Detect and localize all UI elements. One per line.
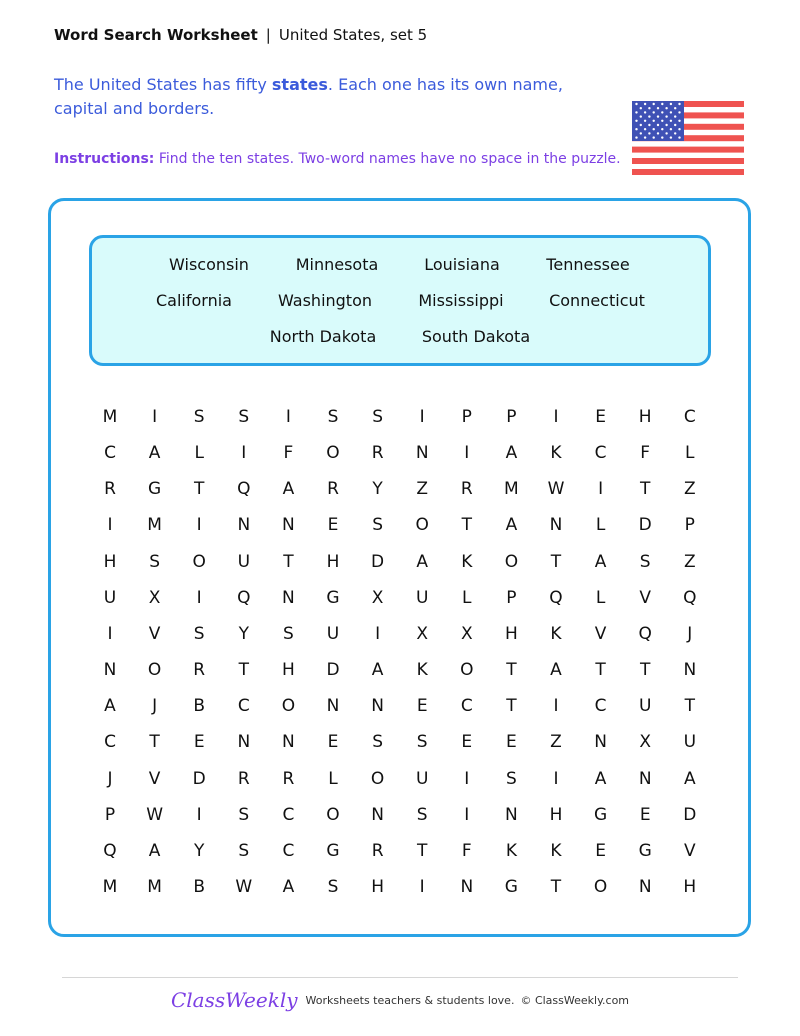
grid-letter[interactable]: L: [328, 768, 338, 789]
grid-letter[interactable]: P: [506, 587, 517, 608]
grid-letter[interactable]: N: [282, 515, 295, 536]
word-bank-item: Connecticut: [549, 291, 645, 310]
grid-letter[interactable]: U: [237, 551, 251, 572]
grid-letter[interactable]: R: [237, 768, 250, 789]
grid-letter[interactable]: I: [241, 443, 247, 464]
grid-letter[interactable]: K: [505, 840, 517, 861]
grid-letter[interactable]: I: [152, 407, 158, 427]
grid-letter[interactable]: Y: [193, 840, 205, 861]
flag-star: [670, 103, 672, 105]
flag-star: [644, 111, 646, 113]
grid-letter[interactable]: Z: [416, 479, 429, 500]
word-bank-item: Wisconsin: [169, 255, 249, 274]
grid-letter[interactable]: R: [104, 479, 116, 500]
flag-star: [648, 107, 650, 109]
grid-letter[interactable]: H: [683, 876, 697, 897]
footer-divider: [62, 977, 738, 978]
grid-letter[interactable]: C: [594, 696, 607, 717]
grid-letter[interactable]: N: [638, 768, 652, 789]
grid-letter[interactable]: A: [104, 696, 116, 717]
grid-letter[interactable]: Y: [238, 623, 249, 644]
grid-letter[interactable]: H: [638, 407, 652, 427]
word-bank-item: Tennessee: [546, 255, 630, 274]
grid-letter[interactable]: Z: [550, 732, 562, 753]
flag-star: [640, 107, 642, 109]
grid-letter[interactable]: I: [285, 407, 291, 427]
grid-letter[interactable]: Y: [372, 479, 383, 500]
flag-star: [665, 124, 667, 126]
grid-letter[interactable]: A: [416, 551, 428, 572]
grid-letter[interactable]: S: [238, 804, 250, 825]
grid-letter[interactable]: E: [506, 732, 517, 753]
instructions: [54, 151, 621, 167]
word-bank-item: South Dakota: [421, 327, 531, 346]
grid-letter[interactable]: W: [547, 479, 565, 500]
flag-star: [644, 136, 646, 138]
intro-before: The United States has fifty: [54, 75, 272, 94]
grid-letter[interactable]: V: [683, 840, 696, 861]
grid-letter[interactable]: K: [461, 551, 473, 572]
grid-letter[interactable]: Z: [683, 479, 696, 500]
grid-letter[interactable]: W: [235, 876, 253, 897]
grid-letter[interactable]: N: [282, 587, 295, 608]
grid-letter[interactable]: A: [505, 515, 518, 536]
grid-letter[interactable]: I: [419, 407, 425, 427]
grid-letter[interactable]: U: [326, 623, 340, 644]
grid-letter[interactable]: S: [193, 623, 205, 644]
grid-letter[interactable]: G: [326, 840, 340, 861]
grid-letter[interactable]: O: [415, 515, 429, 536]
grid-letter[interactable]: I: [553, 696, 559, 717]
grid-letter[interactable]: A: [148, 840, 161, 861]
grid-letter[interactable]: T: [550, 876, 562, 897]
grid-letter[interactable]: C: [282, 804, 295, 825]
grid-letter[interactable]: C: [594, 443, 607, 464]
flag-star: [635, 128, 637, 130]
grid-letter[interactable]: A: [282, 479, 295, 500]
us-flag-icon: [632, 101, 744, 175]
grid-letter[interactable]: W: [146, 804, 163, 825]
grid-letter[interactable]: L: [595, 587, 606, 608]
word-bank-item: North Dakota: [269, 327, 377, 346]
grid-letter[interactable]: J: [107, 768, 113, 789]
flag-star: [653, 120, 655, 122]
flag-star: [635, 111, 637, 113]
grid-letter[interactable]: L: [194, 443, 204, 464]
grid-letter[interactable]: L: [685, 443, 695, 464]
grid-letter[interactable]: G: [594, 804, 608, 825]
grid-letter[interactable]: I: [196, 515, 202, 536]
grid-letter[interactable]: O: [281, 696, 296, 717]
flag-star: [635, 136, 637, 138]
flag-star: [665, 132, 667, 134]
grid-letter[interactable]: F: [283, 443, 294, 464]
grid-letter[interactable]: S: [238, 840, 250, 861]
flag-star: [648, 132, 650, 134]
grid-letter[interactable]: U: [638, 696, 652, 717]
grid-letter[interactable]: I: [598, 479, 604, 500]
grid-letter[interactable]: I: [464, 804, 470, 825]
grid-letter[interactable]: C: [104, 732, 116, 753]
flag-star: [661, 128, 663, 130]
grid-letter[interactable]: O: [326, 443, 340, 464]
grid-letter[interactable]: I: [464, 443, 470, 464]
grid-letter[interactable]: I: [375, 623, 381, 644]
grid-letter[interactable]: O: [370, 768, 385, 789]
grid-letter[interactable]: T: [639, 660, 651, 681]
grid-letter[interactable]: P: [684, 515, 695, 536]
grid-letter[interactable]: X: [460, 623, 473, 644]
flag-star: [670, 111, 672, 113]
grid-letter[interactable]: Q: [549, 587, 563, 608]
grid-letter[interactable]: A: [148, 443, 161, 464]
flag-star: [653, 103, 655, 105]
flag-star: [635, 120, 637, 122]
grid-letter[interactable]: S: [372, 407, 383, 427]
flag-star: [674, 132, 676, 134]
intro-bold: states: [271, 75, 328, 94]
grid-letter[interactable]: J: [152, 696, 158, 717]
flag-star: [674, 107, 676, 109]
flag-star: [661, 120, 663, 122]
grid-letter[interactable]: U: [415, 768, 429, 789]
grid-letter[interactable]: S: [327, 407, 339, 427]
grid-letter[interactable]: T: [506, 696, 517, 717]
grid-letter[interactable]: M: [102, 407, 118, 427]
grid-letter[interactable]: J: [687, 623, 693, 644]
grid-letter[interactable]: N: [326, 696, 340, 717]
worksheet-title: Word Search Worksheet: [54, 26, 258, 44]
grid-letter[interactable]: D: [638, 515, 652, 536]
word-bank-item: Louisiana: [424, 255, 500, 274]
grid-letter[interactable]: P: [104, 804, 116, 825]
flag-star: [661, 111, 663, 113]
flag-star: [678, 103, 680, 105]
grid-letter[interactable]: T: [506, 660, 517, 681]
flag-star: [653, 136, 655, 138]
footer: [0, 988, 800, 1012]
grid-letter[interactable]: N: [505, 804, 518, 825]
grid-letter[interactable]: A: [371, 660, 384, 681]
grid-letter[interactable]: N: [371, 804, 384, 825]
grid-letter[interactable]: T: [193, 479, 205, 500]
grid-letter[interactable]: N: [282, 732, 295, 753]
grid-letter[interactable]: C: [683, 407, 696, 427]
instructions-label: Instructions:: [54, 151, 155, 167]
grid-letter[interactable]: G: [148, 479, 162, 500]
grid-letter[interactable]: A: [282, 876, 295, 897]
grid-letter[interactable]: V: [594, 623, 607, 644]
grid-letter[interactable]: E: [595, 407, 606, 427]
grid-letter[interactable]: T: [639, 479, 651, 500]
flag-star: [657, 107, 659, 109]
grid-letter[interactable]: S: [238, 407, 250, 427]
flag-star: [648, 115, 650, 117]
flag-star: [665, 115, 667, 117]
grid-letter[interactable]: K: [416, 660, 428, 681]
grid-letter[interactable]: S: [372, 732, 383, 753]
grid-letter[interactable]: N: [371, 696, 384, 717]
grid-letter[interactable]: U: [415, 587, 429, 608]
grid-letter[interactable]: G: [638, 840, 652, 861]
footer-copyright: © ClassWeekly.com: [520, 993, 630, 1007]
grid-letter[interactable]: E: [461, 732, 473, 753]
grid-letter[interactable]: R: [282, 768, 295, 789]
flag-star: [670, 128, 672, 130]
grid-letter[interactable]: U: [683, 732, 697, 753]
grid-letter[interactable]: V: [148, 768, 161, 789]
grid-letter[interactable]: A: [505, 443, 518, 464]
word-bank-item: Washington: [277, 291, 373, 310]
grid-letter[interactable]: A: [683, 768, 696, 789]
grid-letter[interactable]: M: [147, 515, 162, 536]
flag-star: [644, 120, 646, 122]
grid-letter[interactable]: R: [371, 443, 384, 464]
grid-letter[interactable]: E: [416, 696, 428, 717]
grid-letter[interactable]: E: [595, 840, 606, 861]
grid-letter[interactable]: A: [550, 660, 562, 681]
grid-letter[interactable]: O: [504, 551, 519, 572]
grid-letter[interactable]: D: [371, 551, 385, 572]
grid-letter[interactable]: L: [462, 587, 472, 608]
grid-letter[interactable]: U: [103, 587, 117, 608]
worksheet-subtitle: United States, set 5: [278, 26, 428, 44]
grid-letter[interactable]: T: [595, 660, 606, 681]
grid-letter[interactable]: K: [550, 443, 562, 464]
grid-letter[interactable]: S: [193, 407, 205, 427]
grid-letter[interactable]: G: [326, 587, 340, 608]
grid-letter[interactable]: H: [371, 876, 384, 897]
grid-letter[interactable]: T: [550, 551, 562, 572]
grid-letter[interactable]: G: [504, 876, 518, 897]
grid-letter[interactable]: O: [192, 551, 206, 572]
grid-letter[interactable]: Q: [638, 623, 652, 644]
grid-letter[interactable]: S: [639, 551, 651, 572]
grid-letter[interactable]: O: [593, 876, 608, 897]
grid-letter[interactable]: I: [553, 407, 559, 427]
grid-letter[interactable]: V: [148, 623, 161, 644]
grid-letter[interactable]: L: [595, 515, 606, 536]
grid-letter[interactable]: A: [594, 768, 607, 789]
grid-letter[interactable]: B: [193, 696, 206, 717]
flag-star: [640, 124, 642, 126]
grid-letter[interactable]: I: [196, 804, 202, 825]
grid-letter[interactable]: X: [371, 587, 384, 608]
grid-letter[interactable]: N: [594, 732, 607, 753]
grid-letter[interactable]: Z: [683, 551, 696, 572]
word-bank-item: California: [156, 291, 232, 310]
grid-letter[interactable]: B: [193, 876, 206, 897]
word-bank-item: Minnesota: [295, 255, 379, 274]
grid-letter[interactable]: K: [550, 840, 562, 861]
grid-letter[interactable]: I: [107, 623, 113, 644]
grid-letter[interactable]: O: [147, 660, 162, 681]
classweekly-logo: ClassWeekly: [170, 988, 298, 1012]
grid-letter[interactable]: S: [416, 732, 428, 753]
grid-letter[interactable]: N: [549, 515, 563, 536]
grid-letter[interactable]: I: [107, 515, 113, 536]
flag-star: [665, 107, 667, 109]
word-bank-item: Mississippi: [418, 291, 504, 310]
instructions-text: Find the ten states. Two-word names have no space in the puzzle.: [154, 151, 621, 167]
grid-letter[interactable]: S: [149, 551, 160, 572]
grid-letter[interactable]: V: [639, 587, 651, 608]
grid-letter[interactable]: S: [416, 804, 428, 825]
grid-letter[interactable]: S: [327, 876, 339, 897]
flag-star: [653, 111, 655, 113]
grid-letter[interactable]: D: [683, 804, 697, 825]
flag-star: [670, 120, 672, 122]
flag-star: [640, 115, 642, 117]
flag-star: [657, 115, 659, 117]
grid-letter[interactable]: F: [640, 443, 651, 464]
flag-star: [674, 115, 676, 117]
grid-letter[interactable]: C: [460, 696, 473, 717]
grid-letter[interactable]: D: [192, 768, 206, 789]
flag-star: [678, 120, 680, 122]
flag-star: [644, 128, 646, 130]
grid-letter[interactable]: R: [193, 660, 206, 681]
grid-letter[interactable]: T: [149, 732, 160, 753]
grid-letter[interactable]: H: [103, 551, 117, 572]
intro-text: [54, 73, 614, 121]
flag-star: [661, 103, 663, 105]
grid-letter[interactable]: P: [506, 407, 517, 427]
grid-letter[interactable]: N: [460, 876, 474, 897]
grid-letter[interactable]: K: [550, 623, 562, 644]
grid-letter[interactable]: T: [283, 551, 294, 572]
grid-letter[interactable]: D: [326, 660, 340, 681]
flag-star: [678, 128, 680, 130]
grid-letter[interactable]: C: [237, 696, 250, 717]
grid-letter[interactable]: Q: [103, 840, 117, 861]
grid-letter[interactable]: I: [553, 768, 559, 789]
flag-star: [657, 132, 659, 134]
footer-tagline: Worksheets teachers & students love.: [305, 993, 515, 1007]
grid-letter[interactable]: O: [460, 660, 474, 681]
flag-star: [640, 132, 642, 134]
flag-star: [657, 124, 659, 126]
grid-letter[interactable]: S: [372, 515, 383, 536]
flag-star: [678, 111, 680, 113]
grid-letter[interactable]: T: [416, 840, 428, 861]
grid-letter[interactable]: N: [237, 515, 251, 536]
grid-letter[interactable]: M: [147, 876, 162, 897]
flag-star: [670, 136, 672, 138]
grid-letter[interactable]: S: [505, 768, 517, 789]
grid-letter[interactable]: P: [461, 407, 472, 427]
grid-letter[interactable]: N: [103, 660, 117, 681]
grid-letter[interactable]: X: [416, 623, 429, 644]
grid-letter[interactable]: N: [683, 660, 697, 681]
grid-letter[interactable]: Q: [683, 587, 697, 608]
flag-star: [653, 128, 655, 130]
flag-star: [648, 124, 650, 126]
grid-letter[interactable]: Q: [237, 479, 251, 500]
grid-letter[interactable]: H: [504, 623, 518, 644]
flag-star: [674, 124, 676, 126]
grid-letter[interactable]: E: [327, 515, 339, 536]
grid-letter[interactable]: T: [684, 696, 695, 717]
grid-letter[interactable]: M: [102, 876, 118, 897]
grid-letter[interactable]: E: [327, 732, 339, 753]
intro-after: . Each one has its own name, capital and borders.: [54, 75, 563, 118]
grid-letter[interactable]: O: [326, 804, 340, 825]
grid-letter[interactable]: I: [464, 768, 470, 789]
grid-letter[interactable]: H: [281, 660, 295, 681]
worksheet-header: [54, 26, 427, 44]
grid-letter[interactable]: N: [237, 732, 251, 753]
grid-letter[interactable]: N: [415, 443, 429, 464]
grid-letter[interactable]: M: [504, 479, 519, 500]
grid-letter[interactable]: Q: [237, 587, 251, 608]
flag-star: [644, 103, 646, 105]
grid-letter[interactable]: E: [193, 732, 205, 753]
grid-letter[interactable]: X: [148, 587, 161, 608]
grid-letter[interactable]: T: [461, 515, 472, 536]
grid-letter[interactable]: F: [461, 840, 472, 861]
grid-letter[interactable]: A: [594, 551, 607, 572]
grid-letter[interactable]: X: [639, 732, 652, 753]
grid-letter[interactable]: N: [638, 876, 652, 897]
grid-letter[interactable]: C: [282, 840, 295, 861]
grid-letter[interactable]: R: [460, 479, 473, 500]
grid-letter[interactable]: R: [371, 840, 384, 861]
grid-letter[interactable]: C: [104, 443, 116, 464]
grid-letter[interactable]: H: [326, 551, 340, 572]
flag-star: [678, 136, 680, 138]
grid-letter[interactable]: R: [327, 479, 339, 500]
flag-star: [635, 103, 637, 105]
grid-letter[interactable]: S: [282, 623, 294, 644]
grid-letter[interactable]: I: [196, 587, 202, 608]
grid-letter[interactable]: H: [549, 804, 563, 825]
grid-letter[interactable]: T: [238, 660, 249, 681]
flag-star: [661, 136, 663, 138]
grid-letter[interactable]: I: [419, 876, 425, 897]
header-separator: |: [265, 26, 271, 44]
grid-letter[interactable]: E: [639, 804, 651, 825]
